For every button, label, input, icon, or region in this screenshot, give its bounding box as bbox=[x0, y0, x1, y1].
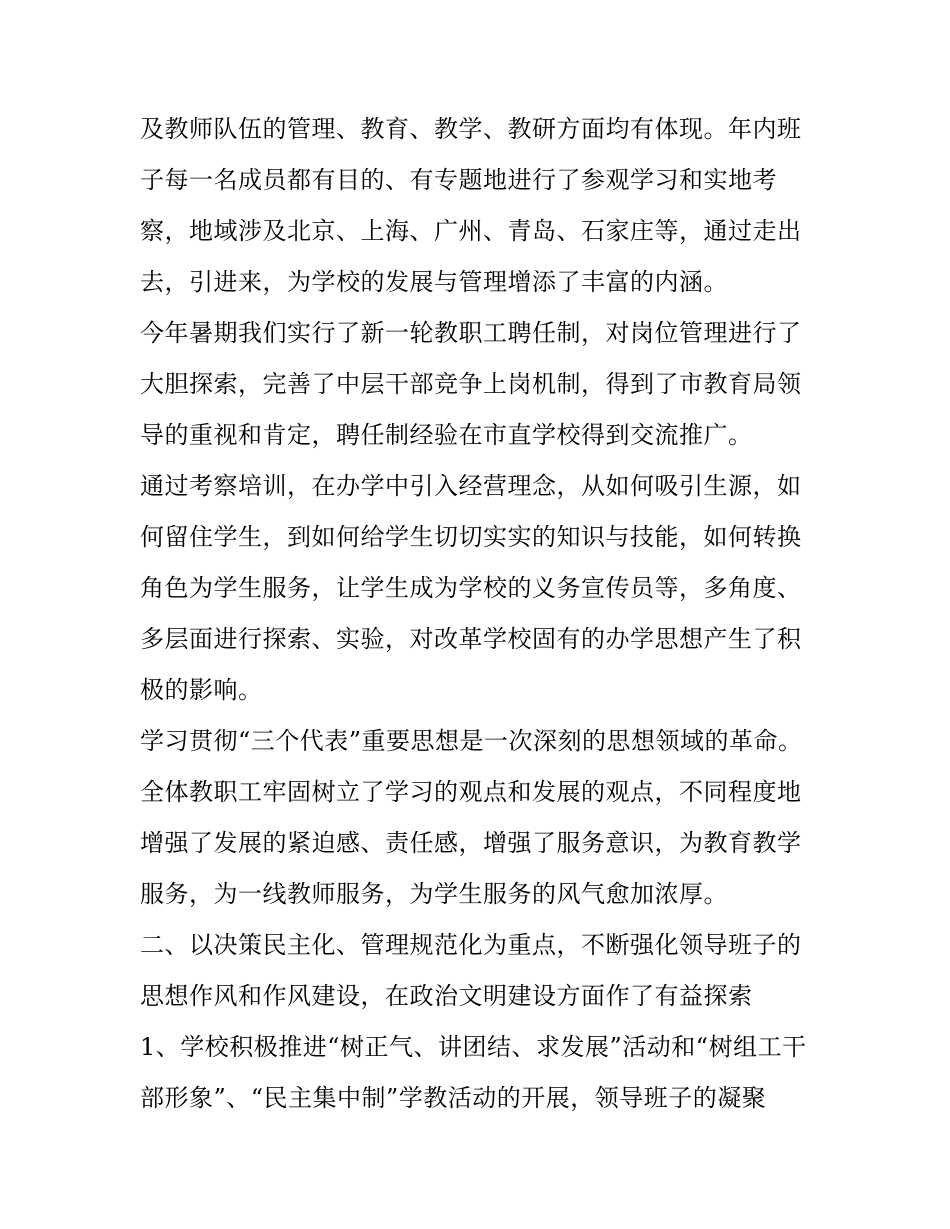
text-line: 增强了发展的紧迫感、责任感，增强了服务意识，为教育教学 bbox=[140, 829, 802, 857]
text-line: 去，引进来，为学校的发展与管理增添了丰富的内涵。 bbox=[140, 268, 728, 296]
text-line: 今年暑期我们实行了新一轮教职工聘任制，对岗位管理进行了 bbox=[140, 319, 802, 347]
text-line: 思想作风和作风建设，在政治文明建设方面作了有益探索 bbox=[140, 982, 753, 1010]
text-line: 子每一名成员都有目的、有专题地进行了参观学习和实地考 bbox=[140, 166, 777, 194]
text-line: 导的重视和肯定，聘任制经验在市直学校得到交流推广。 bbox=[140, 421, 753, 449]
text-line: 极的影响。 bbox=[140, 676, 263, 704]
text-line: 学习贯彻“三个代表”重要思想是一次深刻的思想领域的革命。 bbox=[140, 727, 803, 755]
text-line: 察，地域涉及北京、上海、广州、青岛、石家庄等，通过走出 bbox=[140, 217, 802, 245]
text-line: 二、以决策民主化、管理规范化为重点，不断强化领导班子的 bbox=[140, 931, 802, 959]
body-text bbox=[140, 104, 820, 1124]
text-line: 全体教职工牢固树立了学习的观点和发展的观点，不同程度地 bbox=[140, 778, 802, 806]
text-line: 大胆探索，完善了中层干部竞争上岗机制，得到了市教育局领 bbox=[140, 370, 802, 398]
text-line: 角色为学生服务，让学生成为学校的义务宣传员等，多角度、 bbox=[140, 574, 802, 602]
text-line: 及教师队伍的管理、教育、教学、教研方面均有体现。年内班 bbox=[140, 115, 802, 143]
text-line: 服务，为一线教师服务，为学生服务的风气愈加浓厚。 bbox=[140, 880, 728, 908]
text-line: 部形象”、“民主集中制”学教活动的开展，领导班子的凝聚 bbox=[140, 1084, 767, 1112]
text-line: 何留住学生，到如何给学生切切实实的知识与技能，如何转换 bbox=[140, 523, 802, 551]
text-line: 1、学校积极推进“树正气、讲团结、求发展”活动和“树组工干 bbox=[140, 1033, 807, 1061]
text-line: 通过考察培训，在办学中引入经营理念，从如何吸引生源，如 bbox=[140, 472, 802, 500]
text-line: 多层面进行探索、实验，对改革学校固有的办学思想产生了积 bbox=[140, 625, 802, 653]
